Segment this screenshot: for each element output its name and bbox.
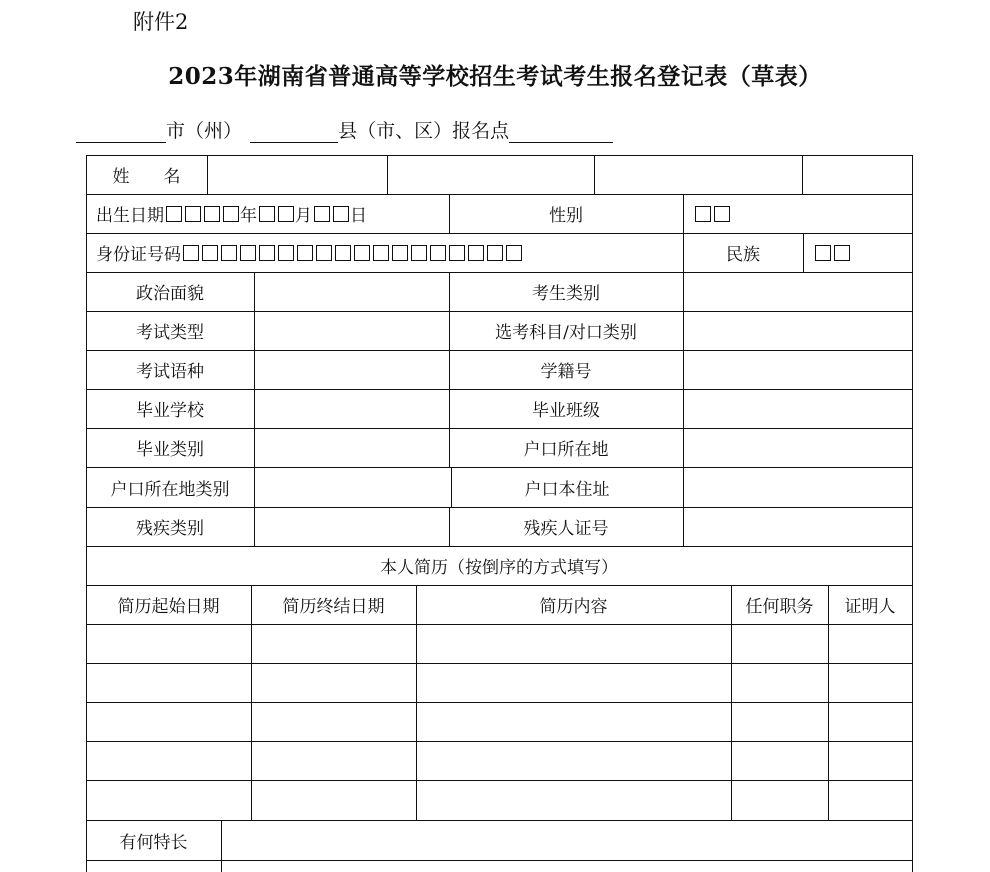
field-label-student-number: 学籍号 xyxy=(540,362,592,382)
gender-label: 性别 xyxy=(549,206,583,226)
month-label: 月 xyxy=(295,206,312,226)
specialty-input[interactable] xyxy=(221,820,912,860)
name-label: 姓 名 xyxy=(112,167,181,187)
birth-date-label: 出生日期 xyxy=(96,206,164,226)
specialty-label: 有何特长 xyxy=(119,832,188,853)
birth-date-field[interactable] xyxy=(86,194,449,233)
field-label-graduating-class: 毕业班级 xyxy=(532,401,600,421)
field-label-graduation-category: 毕业类别 xyxy=(136,440,204,460)
field-label-elective-subjects: 选考科目/对口类别 xyxy=(495,323,637,343)
city-label: 市（州） xyxy=(166,120,243,142)
ethnicity-input[interactable] xyxy=(803,233,912,272)
political-status-input[interactable] xyxy=(254,272,449,311)
examinee-category-input[interactable] xyxy=(683,272,912,311)
field-label-graduating-school: 毕业学校 xyxy=(136,401,204,421)
resume-col-witness: 证明人 xyxy=(844,597,896,617)
field-label-household-category: 户口所在地类别 xyxy=(110,479,230,500)
resume-heading: 本人简历（按倒序的方式填写） xyxy=(380,558,618,578)
county-label: 县（市、区）报名点 xyxy=(338,120,510,142)
attachment-label: 附件2 xyxy=(133,10,189,34)
field-label-political-status: 政治面貌 xyxy=(136,284,204,304)
id-number-label: 身份证号码 xyxy=(96,245,181,265)
field-label-examinee-category: 考生类别 xyxy=(532,284,600,304)
ethnicity-label: 民族 xyxy=(726,245,760,265)
field-label-household-location: 户口所在地 xyxy=(523,440,609,460)
resume-col-end-date: 简历终结日期 xyxy=(282,597,385,617)
id-number-field[interactable] xyxy=(86,233,683,272)
form-title: 2023年湖南省普通高等学校招生考试考生报名登记表（草表） xyxy=(168,63,822,90)
field-label-disability-category: 残疾类别 xyxy=(136,519,204,539)
resume-col-position: 任何职务 xyxy=(745,597,814,617)
name-input[interactable] xyxy=(207,155,387,194)
resume-col-start-date: 简历起始日期 xyxy=(117,597,220,617)
field-label-disability-cert: 残疾人证号 xyxy=(523,519,609,539)
field-label-household-address: 户口本住址 xyxy=(524,479,610,500)
field-label-exam-type: 考试类型 xyxy=(136,323,204,343)
day-label: 日 xyxy=(350,206,367,226)
gender-input[interactable] xyxy=(683,194,912,233)
field-label-exam-language: 考试语种 xyxy=(136,362,204,382)
year-label: 年 xyxy=(240,206,257,226)
resume-col-content: 简历内容 xyxy=(539,597,608,617)
